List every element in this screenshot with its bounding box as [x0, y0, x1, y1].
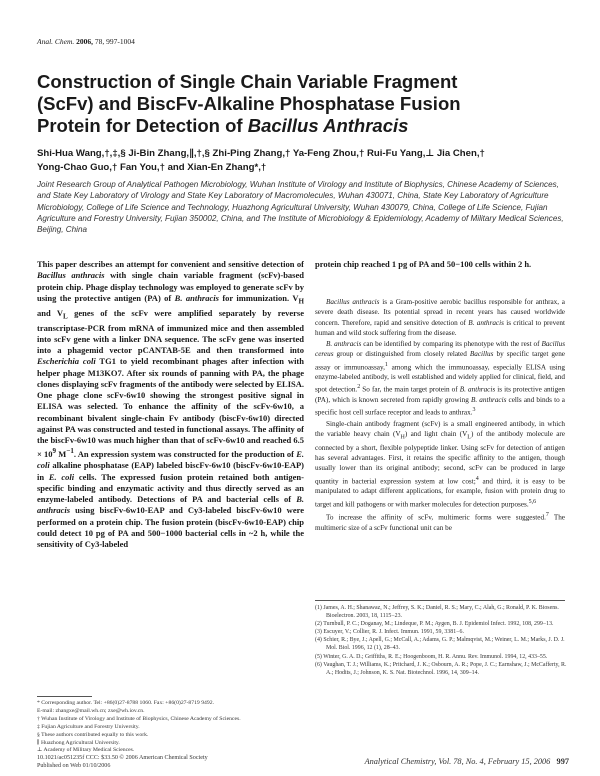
title-line-3-italic: Bacillus Anthracis: [247, 115, 409, 136]
intro-paragraph-4: To increase the affinity of scFv, multimeric forms were suggested.$^7$ The multimeric size of a scFv functional unit can be: [315, 512, 565, 532]
affiliations: Joint Research Group of Analytical Pathogen Microbiology, Wuhan Institute of Virology and Institute of Biophysics, Chinese Academy of Sciences, and State Key Laboratory of Virology and State Key Laboratory of Macromolecules, Wuhan 430071, China, State Key Laboratory of Agriculture Microbiology, College of Life Science and Technology, Huazhong Agricultural University, Wuhan 430079, China, College of Life Science, Fujian Agriculture and Forestry University, Fujian 350002, China, and The Institute of Microbiology & Epidemiology, Academy of Military Medical Sciences, Beijing, China: [37, 180, 564, 235]
title-line-2: (ScFv) and BiscFv-Alkaline Phosphatase Fusion: [37, 93, 461, 114]
introduction: [315, 297, 565, 592]
intro-paragraph-2: B. anthracis can be identified by comparing its phenotype with the rest of Bacillus cereus group or distinguished from closely related Bacillus by specific target gene assay or immunoassay,$^1$ among which the immunoassay, especially ELISA using enzyme-labeled antibody, is well established and widely applied for clinical, field, and spot detection.$^2$ So far, the main target protein of B. anthracis is its protective antigen (PA), which is known secreted from rapidly growing B. anthracis cells and binds to a specific host cell surface receptor and leads to anthrax.$^3$: [315, 340, 565, 417]
footnote-corresponding: * Corresponding author. Tel: +86(0)27-8788 1060. Fax: +86(0)27-8719 9492.: [37, 700, 214, 706]
footnotes: [37, 700, 297, 755]
author-list: [37, 147, 567, 175]
abstract-continued: protein chip reached 1 pg of PA and 50−100 cells within 2 h.: [315, 259, 532, 269]
title-line-1: Construction of Single Chain Variable Fragment: [37, 71, 458, 92]
journal-name: Anal. Chem.: [37, 37, 75, 46]
title-line-3: [37, 115, 557, 137]
doi-line: 10.1021/ac051235f CCC: $33.50 © 2006 American Chemical Society: [37, 755, 208, 761]
journal-year: 2006,: [76, 37, 94, 46]
footnote-equal: § These authors contributed equally to this work.: [37, 731, 149, 738]
footnote-email: E-mail: zhangxe@mail.wh.cn; zxe@wh.iov.cn.: [37, 707, 145, 714]
reference-item: (6) Vaughan, T. J.; Williams, K.; Pritchard, J. K.; Osbourn, A. R.; Pope, J. C.; Earnshaw, J.; McCafferty, R. A.; Hodits, J.; Johnson, K. S. Nat. Biotechnol. 1996, 14, 309–14.: [315, 661, 567, 676]
footnote-affil-2: ‡ Fujian Agriculture and Forestry University.: [37, 723, 140, 730]
journal-footer-text: Analytical Chemistry, Vol. 78, No. 4, February 15, 2006: [364, 757, 551, 766]
intro-paragraph-1: Bacillus anthracis is a Gram-positive aerobic bacillus responsible for anthrax, a severe death disease. Its potential spread in recent years has caused worldwide concern. Therefore, rapid and sensitive detection of B. anthracis is critical to prevent human and wild stock suffering from the disease.: [315, 298, 565, 337]
abstract: This paper describes an attempt for convenient and sensitive detection of Bacillus anthracis with single chain variable fragment (scFv)-based protein chip. Phage display technology was employed to generate scFv by using the protective antigen (PA) of B. anthracis for immunization. $V_H$ and $V_L$ genes of the scFv were amplified separately by reverse transcriptase-PCR from mRNA of immunized mice and then assembled into scFv gene with a linker DNA sequence. The scFv gene was inserted into a phagemid vector pCANTAB-5E and then transformed into Escherichia coli TG1 to yield recombinant phages after infection with helper phage M13KO7. After six rounds of panning with PA, the phage clones displaying scFv fragments of the antibody were selected by ELISA. One phage clone scFv-6w10 showing the strongest positive signal in ELISA was selected. To enhance the affinity of the scFv-6w10, a recombinant bivalent single-chain Fv antibody (biscFv-6w10) directed against PA was constructed and tested in functional assays. The affinity of the biscFv-6w10 was much higher than that of scFv-6w10 and reached $6.5 \times 10^9$ $M^{-1}$. An expression system was constructed for the production of E. coli alkaline phosphatase (EAP) labeled biscFv-6w10 (biscFv-6w10-EAP) in E. coli cells. The expressed fusion protein retained both antigen-specific binding and enzymatic activity and thus directly served as an enzyme-labeled antibody. Detections of PA and bacterial cells of B. anthracis using biscFv-6w10-EAP and Cy3-labeled biscFv-6w10 were performed on a protein chip. The fusion protein (biscFv-6w10-EAP) chip could detect 10 pg of PA and 500−1000 bacterial cells in ~2 h, while the sensitivity of Cy3-labeled: [37, 259, 304, 550]
page-number: 997: [556, 757, 569, 766]
title-line-3-prefix: Protein for Detection of: [37, 115, 243, 136]
reference-item: (3) Escuyer, V.; Collier, R. J. Infect. Immun. 1991, 59, 3381−6.: [315, 629, 464, 636]
footnote-divider: [37, 696, 92, 697]
footnote-affil-1: † Wuhan Institute of Virology and Institute of Biophysics, Chinese Academy of Sciences.: [37, 715, 241, 722]
reference-item: (4) Schier, R.; Bye, J.; Apell, G.; McCall, A.; Adams, G. P.; Malmqvist, M.; Weiner, L. M.; Marks, J. D. J. Mol. Biol. 1996, 12 (1), 28–43.: [315, 637, 565, 652]
publication-info: [37, 755, 208, 771]
footnote-affil-3: ∥ Huazhong Agricultural University.: [37, 739, 120, 746]
authors-line-2: Yong-Chao Guo,† Fan You,† and Xian-En Zhang*,†: [37, 162, 267, 173]
journal-volume-pages: 78, 997-1004: [94, 37, 135, 46]
journal-reference: [37, 37, 135, 46]
authors-line-1: Shi-Hua Wang,†,‡,§ Ji-Bin Zhang,∥,†,§ Zhi-Ping Zhang,† Ya-Feng Zhou,† Rui-Fu Yang,⊥ Jia Chen,†: [37, 148, 485, 159]
reference-item: (2) Turnbull, P. C.; Doganay, M.; Lindeque, P. M.; Aygen, B. J. Epidemiol Infect. 1992, 108, 299−13.: [315, 621, 554, 628]
references: [315, 604, 567, 677]
footnote-affil-4: ⊥ Academy of Military Medical Sciences.: [37, 747, 135, 754]
article-title: [37, 71, 557, 137]
published-line: Published on Web 01/10/2006: [37, 762, 111, 769]
intro-paragraph-3: Single-chain antibody fragment (scFv) is a small engineered antibody, in which the variable heavy chain $(V_H)$ and light chain $(V_L)$ of the antibody molecule are connected by a short, flexible polypeptide linker. Using scFv for detection of antigen has several advantages. First, it retains the specific affinity to the antigen, though usually lower than its original antibody; second, scFv can be produced in large quantity in bacterial expression system at low cost;$^4$ and third, it is easy to be manipulated to adapt different applications, for example, fusion with protein drug to target and kill pathogens or with marker molecules for detection purposes.$^{5,6}$: [315, 419, 565, 508]
reference-item: (1) James, A. H.; Shanawaz, N.; Jeffrey, S. K.; Daniel, R. S.; Mary, C.; Alah, G.; Ronald, P. K. Biosens. Bioelectron. 2003, 18, 1115−23.: [315, 605, 559, 620]
reference-item: (5) Winter, G. A. D.; Griffiths, R. E.; Hoogenboom, H. R. Annu. Rev. Immunol. 1994, 12, 433–55.: [315, 653, 548, 660]
journal-footer: [329, 757, 569, 766]
references-divider: [315, 600, 565, 601]
